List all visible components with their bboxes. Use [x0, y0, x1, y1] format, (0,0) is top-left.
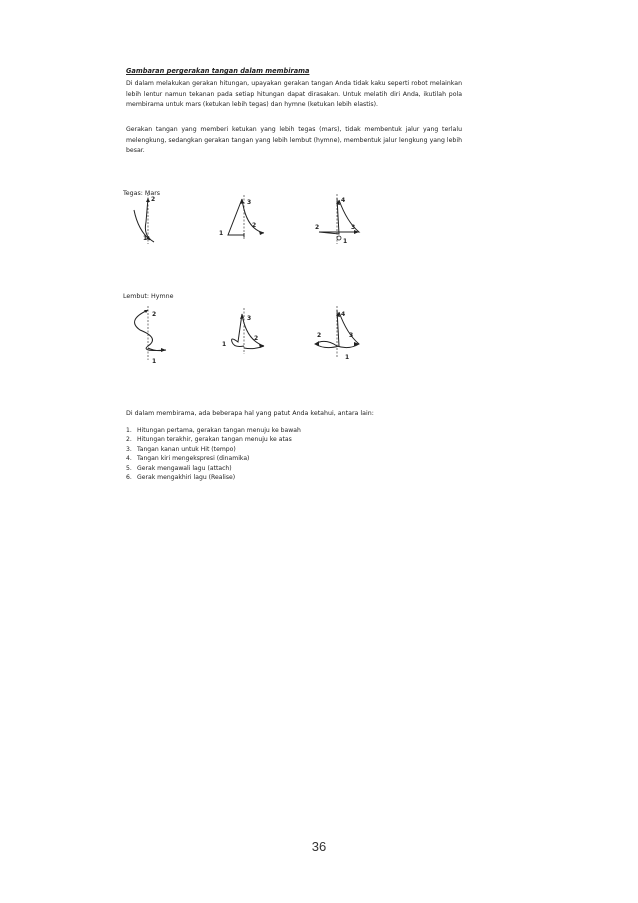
list-item-number: 5. — [126, 464, 132, 472]
hymne2-beat-1: 1 — [152, 358, 157, 364]
mars4-beat-2: 2 — [315, 224, 320, 231]
mars-label: Tegas: Mars — [123, 190, 161, 197]
hymne3-beat-3: 3 — [247, 315, 252, 322]
mars3-beat-2: 2 — [252, 222, 257, 229]
mars-diagram-4-beat — [307, 192, 367, 248]
list-item — [126, 426, 301, 435]
hymne3-beat-1: 1 — [222, 341, 227, 348]
list-item — [126, 454, 301, 463]
hymne3-beat-2: 2 — [254, 335, 259, 342]
hymne4-beat-3: 3 — [349, 332, 354, 339]
hymne-diagram-4-beat — [305, 304, 369, 362]
list-item-text: Hitungan terakhir, gerakan tangan menuju ke atas — [137, 436, 292, 444]
list-item — [126, 445, 301, 454]
mars4-beat-4: 4 — [341, 197, 346, 204]
list-item-text: Gerak mengakhiri lagu (Realise) — [137, 474, 236, 482]
list-item-text: Tangan kiri mengekspresi (dinamika) — [137, 455, 250, 463]
section-heading: Gambaran pergerakan tangan dalam membirama — [126, 67, 310, 75]
hymne-diagram-2-beat — [126, 304, 176, 364]
list-item — [126, 435, 301, 444]
list-item-text: Tangan kanan untuk Hit (tempo) — [137, 445, 236, 453]
list-item-number: 2. — [126, 436, 132, 444]
list-item-number: 1. — [126, 427, 132, 434]
paragraph-2: Gerakan tangan yang memberi ketukan yang lebih tegas (mars), tidak membentuk jalur yang terlalu melengkung, sedangkan gerakan tangan yang lebih lembut (hymne), membentuk jalur lengkung yang lebih besar. — [126, 126, 462, 155]
list-item-number: 3. — [126, 445, 132, 453]
list-item — [126, 473, 301, 482]
hymne4-beat-2: 2 — [317, 332, 322, 339]
hymne2-beat-2: 2 — [152, 311, 157, 318]
mars4-beat-1: 1 — [343, 238, 348, 245]
paragraph-1: Di dalam melakukan gerakan hitungan, upayakan gerakan tangan Anda tidak kaku seperti robot melainkan lebih lentur namun tekanan pada setiap hitungan dapat dirasakan. Untuk melatih diri Anda, ikutilah pola membirama untuk mars (ketukan lebih tegas) dan hymne (ketukan lebih elastis). — [126, 80, 462, 109]
hymne-label: Lembut: Hymne — [123, 293, 174, 300]
mars-diagram-3-beat — [216, 193, 272, 243]
list-item-number: 6. — [126, 474, 132, 482]
list-item-text: Hitungan pertama, gerakan tangan menuju ke bawah — [137, 427, 301, 434]
mars-diagram-2-beat — [126, 192, 166, 247]
mars2-beat-1: 1 — [143, 235, 148, 242]
hymne4-beat-1: 1 — [345, 354, 350, 361]
list-item-number: 4. — [126, 455, 132, 463]
mars3-beat-3: 3 — [247, 199, 252, 206]
mars2-beat-2: 2 — [151, 196, 156, 203]
page-number: 36 — [311, 839, 327, 854]
mars3-beat-1: 1 — [219, 230, 224, 237]
list-intro: Di dalam membirama, ada beberapa hal yang patut Anda ketahui, antara lain: — [126, 410, 374, 417]
list-item — [126, 464, 301, 473]
notes-list — [126, 426, 301, 482]
mars4-beat-3: 3 — [351, 224, 356, 231]
list-item-text: Gerak mengawali lagu (attach) — [137, 464, 232, 472]
hymne-diagram-3-beat — [216, 306, 272, 358]
hymne4-beat-4: 4 — [341, 311, 346, 318]
